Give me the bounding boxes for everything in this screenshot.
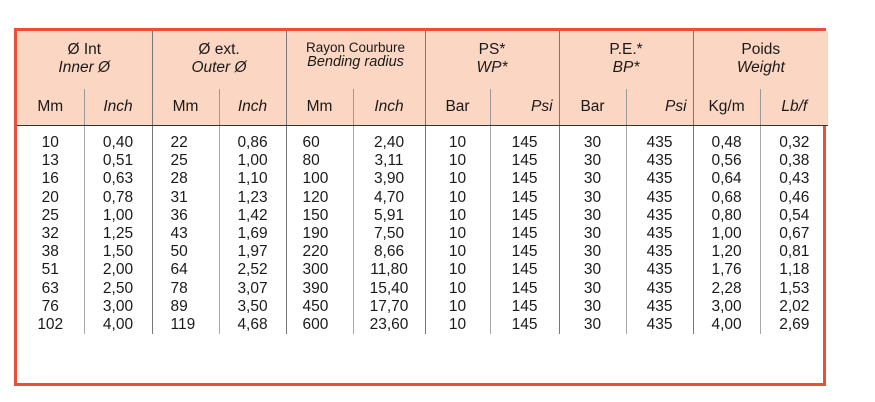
table-cell-value: 10 (41, 134, 59, 151)
table-cell-value: 145 (511, 243, 538, 261)
table-cell-value: 31 (170, 188, 188, 206)
header-main: Ø Int (67, 41, 102, 58)
table-cell-value: 10 (448, 206, 467, 224)
spec-table-frame (14, 28, 826, 386)
table-cell-value: 1,25 (102, 225, 134, 243)
unit-header: Kg/m (693, 89, 760, 126)
table-cell-value: 30 (583, 279, 602, 297)
unit-header: Psi (626, 89, 693, 126)
table-cell-value: 102 (37, 316, 64, 334)
table-cell-value: 1,18 (779, 261, 810, 279)
column-values (426, 134, 490, 334)
table-cell-value: 0,38 (779, 152, 810, 170)
header-sub: WP* (476, 59, 508, 76)
column-values (627, 134, 693, 334)
column-cell (17, 126, 84, 335)
table-cell-value: 1,97 (237, 243, 268, 261)
table-cell-value: 50 (170, 243, 188, 261)
table-cell-value: 145 (511, 316, 538, 334)
column-cell (693, 126, 760, 335)
unit-header: Mm (17, 89, 84, 126)
table-cell-value: 25 (41, 206, 59, 224)
table-cell-value: 7,50 (373, 225, 405, 243)
column-values (303, 134, 353, 334)
column-values (220, 134, 286, 334)
table-cell-value: 435 (646, 206, 673, 224)
table-cell-value: 5,91 (373, 206, 405, 224)
table-cell-value: 10 (448, 225, 467, 243)
table-cell-value: 10 (448, 188, 467, 206)
table-cell-value: 63 (41, 279, 59, 297)
table-cell-value: 30 (583, 243, 602, 261)
table-cell-value: 0,48 (711, 134, 742, 151)
table-cell-value: 3,00 (102, 297, 134, 315)
table-cell-value: 89 (170, 297, 188, 315)
table-cell-value: 23,60 (369, 316, 409, 334)
table-cell-value: 4,00 (102, 316, 134, 334)
table-cell-value: 11,80 (370, 261, 408, 279)
table-cell-value: 30 (583, 152, 602, 170)
header-inner-diameter (17, 31, 152, 89)
table-cell-value: 10 (448, 297, 467, 315)
table-cell-value: 10 (448, 316, 467, 334)
table-cell-value: 10 (448, 261, 467, 279)
column-values (17, 134, 84, 334)
table-cell-value: 435 (646, 279, 673, 297)
table-cell-value: 0,32 (779, 134, 810, 151)
table-cell-value: 0,51 (102, 152, 134, 170)
header-sub: Weight (736, 59, 785, 76)
header-burst-pressure (559, 31, 693, 89)
table-cell-value: 10 (448, 170, 467, 188)
header-weight (693, 31, 828, 89)
table-cell-value: 30 (583, 170, 602, 188)
table-cell-value: 0,64 (711, 170, 742, 188)
table-cell-value: 145 (511, 279, 538, 297)
header-bending-radius (286, 31, 425, 89)
table-cell-value: 120 (302, 188, 329, 206)
table-cell-value: 300 (302, 261, 329, 279)
table-cell-value: 30 (583, 188, 602, 206)
table-cell-value: 43 (170, 225, 188, 243)
table-cell-value: 0,43 (779, 170, 810, 188)
table-cell-value: 51 (41, 261, 59, 279)
table-cell-value: 78 (170, 279, 188, 297)
table-cell-value: 435 (646, 134, 673, 151)
header-main: PS* (478, 41, 506, 58)
table-cell-value: 1,69 (237, 225, 268, 243)
table-cell-value: 30 (583, 297, 602, 315)
table-cell-value: 1,50 (102, 243, 134, 261)
header-outer-diameter (152, 31, 286, 89)
table-cell-value: 8,66 (373, 243, 405, 261)
table-cell-value: 435 (646, 261, 673, 279)
table-cell-value: 16 (41, 170, 59, 188)
header-sub: BP* (612, 59, 640, 76)
table-cell-value: 145 (511, 297, 538, 315)
table-cell-value: 190 (302, 225, 329, 243)
table-cell-value: 0,54 (779, 206, 810, 224)
table-cell-value: 64 (170, 261, 188, 279)
table-cell-value: 2,69 (779, 316, 810, 334)
header-sub: Outer Ø (191, 59, 247, 76)
table-cell-value: 15,40 (369, 279, 409, 297)
table-cell-value: 17,70 (369, 297, 409, 315)
unit-header: Inch (219, 89, 286, 126)
column-cell (219, 126, 286, 335)
column-cell (152, 126, 219, 335)
table-cell-value: 435 (646, 225, 673, 243)
table-cell-value: 435 (646, 297, 673, 315)
column-cell (490, 126, 559, 335)
table-cell-value: 435 (646, 316, 673, 334)
table-cell-value: 3,90 (373, 170, 405, 188)
table-cell-value: 60 (302, 134, 320, 151)
table-cell-value: 1,76 (711, 261, 742, 279)
table-cell-value: 2,52 (237, 261, 268, 279)
table-cell-value: 36 (170, 206, 188, 224)
hose-spec-table (17, 31, 828, 334)
table-cell-value: 10 (448, 134, 467, 151)
unit-header: Psi (490, 89, 559, 126)
table-cell-value: 10 (448, 152, 467, 170)
column-values (761, 134, 829, 334)
table-cell-value: 0,56 (711, 152, 742, 170)
table-cell-value: 3,07 (237, 279, 268, 297)
table-cell-value: 30 (583, 206, 602, 224)
table-cell-value: 145 (511, 170, 538, 188)
header-main: Poids (741, 41, 781, 58)
column-values (694, 134, 760, 334)
column-values (85, 134, 152, 334)
table-cell-value: 435 (646, 170, 673, 188)
table-cell-value: 30 (583, 225, 602, 243)
column-values (354, 134, 425, 334)
table-cell-value: 435 (646, 243, 673, 261)
table-cell-value: 1,53 (779, 279, 810, 297)
table-cell-value: 38 (41, 243, 59, 261)
table-cell-value: 145 (511, 134, 538, 151)
table-cell-value: 28 (170, 170, 188, 188)
table-cell-value: 3,50 (237, 297, 268, 315)
table-cell-value: 20 (41, 188, 59, 206)
table-cell-value: 1,42 (237, 206, 268, 224)
unit-header: Mm (286, 89, 353, 126)
column-cell (286, 126, 353, 335)
unit-header: Mm (152, 89, 219, 126)
table-cell-value: 4,70 (373, 188, 405, 206)
table-cell-value: 13 (41, 152, 59, 170)
table-cell-value: 10 (448, 243, 467, 261)
table-cell-value: 4,68 (237, 316, 268, 334)
table-cell-value: 0,40 (102, 134, 134, 151)
table-cell-value: 2,50 (102, 279, 134, 297)
table-cell-value: 4,00 (711, 316, 742, 334)
header-main: Rayon Courbure (306, 40, 406, 55)
table-cell-value: 30 (583, 316, 602, 334)
table-cell-value: 2,02 (779, 297, 810, 315)
column-values (491, 134, 559, 334)
table-cell-value: 0,63 (102, 170, 134, 188)
table-cell-value: 0,46 (779, 188, 810, 206)
table-cell-value: 220 (302, 243, 329, 261)
column-cell (84, 126, 152, 335)
table-cell-value: 1,23 (237, 188, 268, 206)
table-cell-value: 145 (511, 206, 538, 224)
header-main: Ø ext. (198, 41, 240, 58)
table-cell-value: 25 (170, 152, 188, 170)
column-cell (425, 126, 490, 335)
table-cell-value: 1,00 (711, 225, 742, 243)
table-cell-value: 450 (302, 297, 329, 315)
table-cell-value: 390 (302, 279, 329, 297)
header-main: P.E.* (609, 41, 643, 58)
column-values (560, 134, 626, 334)
table-cell-value: 100 (302, 170, 329, 188)
table-cell-value: 30 (583, 261, 602, 279)
header-sub: Inner Ø (58, 59, 111, 76)
table-cell-value: 0,78 (102, 188, 134, 206)
column-cell (626, 126, 693, 335)
table-cell-value: 80 (302, 152, 320, 170)
table-cell-value: 1,00 (237, 152, 268, 170)
table-cell-value: 145 (511, 188, 538, 206)
column-cell (760, 126, 828, 335)
table-cell-value: 600 (302, 316, 329, 334)
table-cell-value: 435 (646, 188, 673, 206)
table-cell-value: 2,40 (373, 134, 405, 151)
unit-header: Bar (559, 89, 626, 126)
table-cell-value: 10 (448, 279, 467, 297)
unit-header: Lb/f (760, 89, 828, 126)
table-cell-value: 32 (41, 225, 59, 243)
unit-header: Inch (353, 89, 425, 126)
table-cell-value: 1,10 (237, 170, 268, 188)
table-cell-value: 0,80 (711, 206, 742, 224)
unit-header: Bar (425, 89, 490, 126)
unit-header: Inch (84, 89, 152, 126)
table-cell-value: 145 (511, 261, 538, 279)
table-cell-value: 0,68 (711, 188, 742, 206)
table-cell-value: 150 (302, 206, 329, 224)
table-cell-value: 119 (170, 316, 196, 334)
column-cell (559, 126, 626, 335)
table-cell-value: 2,00 (102, 261, 134, 279)
table-cell-value: 145 (511, 152, 538, 170)
table-cell-value: 3,11 (374, 152, 404, 170)
table-cell-value: 145 (511, 225, 538, 243)
table-cell-value: 3,00 (711, 297, 742, 315)
table-cell-value: 1,00 (102, 206, 134, 224)
header-sub: Bending radius (307, 54, 404, 70)
column-values (171, 134, 219, 334)
table-cell-value: 30 (583, 134, 602, 151)
table-cell-value: 0,67 (779, 225, 810, 243)
header-working-pressure (425, 31, 559, 89)
table-cell-value: 76 (41, 297, 59, 315)
table-cell-value: 0,86 (237, 134, 268, 151)
table-cell-value: 1,20 (711, 243, 742, 261)
table-cell-value: 2,28 (711, 279, 742, 297)
table-cell-value: 0,81 (779, 243, 810, 261)
table-cell-value: 435 (646, 152, 673, 170)
table-cell-value: 22 (170, 134, 188, 151)
column-cell (353, 126, 425, 335)
